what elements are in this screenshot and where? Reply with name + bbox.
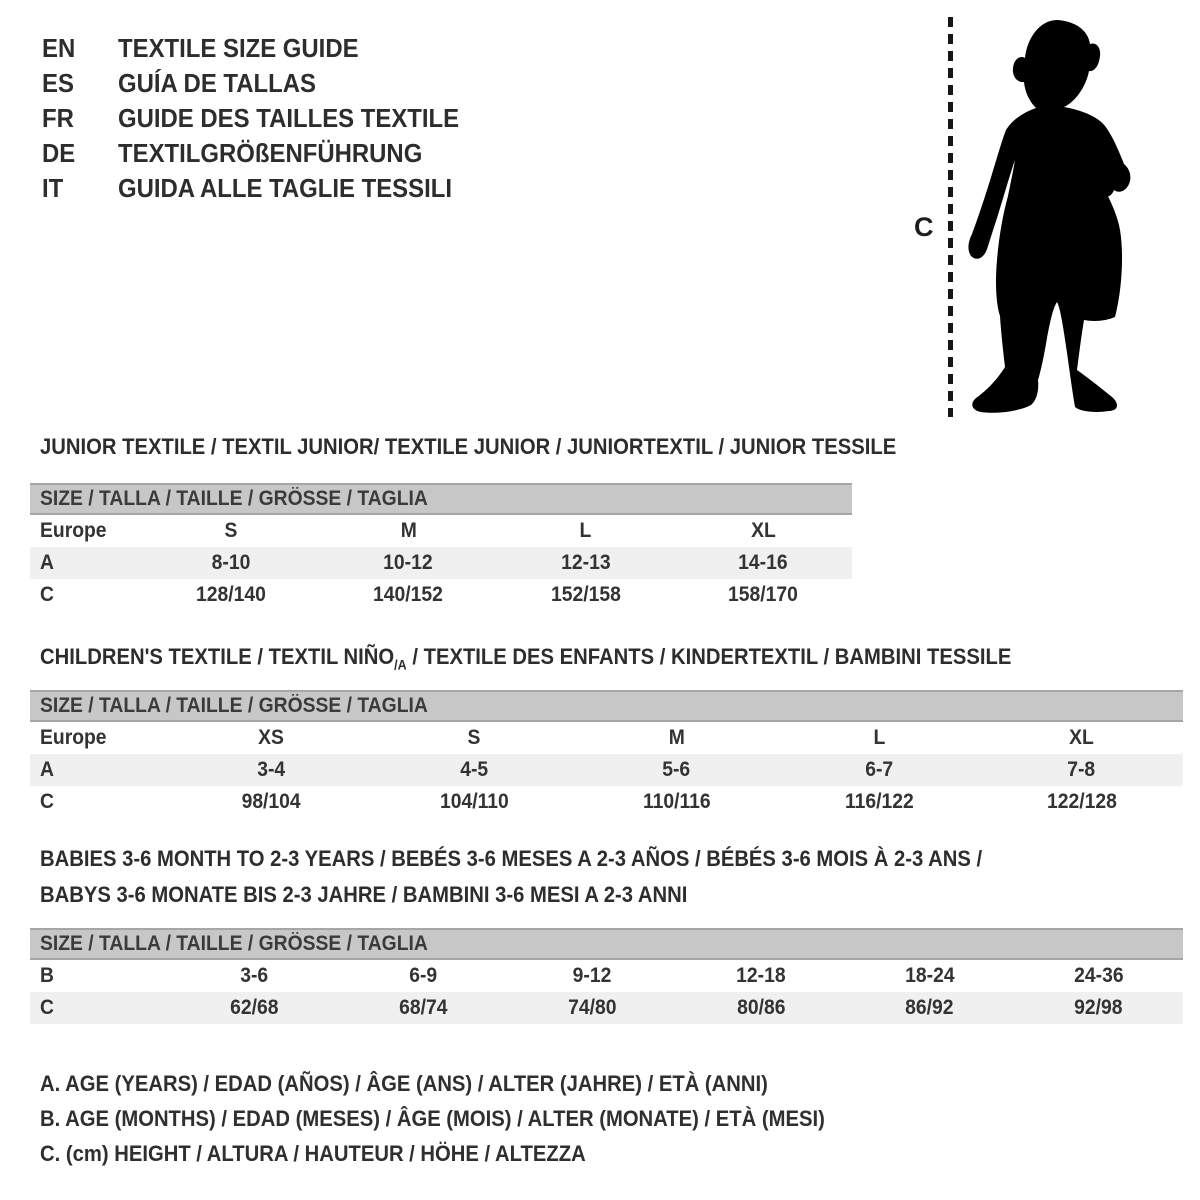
- size-cell: 14-16: [738, 551, 788, 574]
- row-label: B: [40, 964, 54, 987]
- junior-size-table: [30, 483, 852, 611]
- size-cell: 140/152: [373, 583, 444, 606]
- table-row: [30, 992, 1183, 1024]
- size-cell: 104/110: [439, 790, 509, 813]
- table-row: [30, 515, 852, 547]
- size-cell: 80/86: [736, 996, 786, 1019]
- size-cell: XL: [750, 519, 776, 542]
- table-row: [30, 547, 852, 579]
- row-label: C: [40, 583, 54, 606]
- guide-title: TEXTILGRÖßENFÜHRUNG: [118, 138, 423, 168]
- table-header: [30, 928, 1183, 960]
- list-item: [42, 66, 489, 101]
- size-cell: S: [467, 726, 481, 749]
- size-cell: 24-36: [1073, 964, 1124, 987]
- guide-title: GUÍA DE TALLAS: [118, 68, 317, 98]
- legend-text: C. (cm) HEIGHT / ALTURA / HAUTEUR / HÖHE / ALTEZZA: [40, 1141, 586, 1166]
- list-item: [42, 101, 489, 136]
- size-cell: 6-7: [865, 758, 894, 781]
- guide-title: TEXTILE SIZE GUIDE: [118, 33, 359, 63]
- table-row: [30, 786, 1183, 818]
- table-header: [30, 483, 852, 515]
- size-cell: 152/158: [550, 583, 621, 606]
- size-cell: 116/122: [844, 790, 914, 813]
- row-label: Europe: [40, 519, 107, 542]
- toddler-silhouette: [962, 14, 1140, 416]
- size-cell: 6-9: [409, 964, 438, 987]
- size-cell: 158/170: [728, 583, 799, 606]
- table-row: [30, 754, 1183, 786]
- size-cell: S: [224, 519, 238, 542]
- language-code: EN: [42, 33, 76, 63]
- size-cell: M: [400, 519, 417, 542]
- size-cell: 18-24: [905, 964, 955, 987]
- section-title-text: [40, 644, 1011, 672]
- section-title-text: JUNIOR TEXTILE / TEXTIL JUNIOR/ TEXTILE JUNIOR / JUNIORTEXTIL / JUNIOR TESSILE: [40, 434, 897, 459]
- size-cell: 3-6: [240, 964, 269, 987]
- size-cell: 92/98: [1074, 996, 1123, 1019]
- children-title-pre: CHILDREN'S TEXTILE / TEXTIL NIÑO: [40, 644, 395, 669]
- legend-line-a: [40, 1071, 831, 1097]
- legend-line-b: [40, 1106, 893, 1132]
- babies-size-table: [30, 928, 1183, 1024]
- guide-title: GUIDE DES TAILLES TEXTILE: [118, 103, 460, 133]
- size-cell: 110/116: [642, 790, 711, 813]
- size-cell: XL: [1069, 726, 1095, 749]
- size-cell: 74/80: [567, 996, 617, 1019]
- table-header-text: SIZE / TALLA / TAILLE / GRÖSSE / TAGLIA: [40, 487, 428, 510]
- section-title-children: [40, 644, 1096, 672]
- children-size-table: [30, 690, 1183, 818]
- size-cell: 8-10: [211, 551, 251, 574]
- section-title-text: BABIES 3-6 MONTH TO 2-3 YEARS / BEBÉS 3-6 MESES A 2-3 AÑOS / BÉBÉS 3-6 MOIS À 2-3 ANS /: [40, 846, 983, 871]
- size-cell: 62/68: [230, 996, 279, 1019]
- size-cell: 4-5: [459, 758, 488, 781]
- row-label: C: [40, 996, 54, 1019]
- size-cell: 12-13: [561, 551, 611, 574]
- language-title-list: [42, 31, 489, 206]
- guide-title: GUIDA ALLE TAGLIE TESSILI: [118, 173, 453, 203]
- size-cell: 86/92: [905, 996, 954, 1019]
- table-header: [30, 690, 1183, 722]
- legend-text: B. AGE (MONTHS) / EDAD (MESES) / ÂGE (MOIS) / ALTER (MONATE) / ETÀ (MESI): [40, 1106, 825, 1131]
- row-label: Europe: [40, 726, 107, 749]
- size-cell: 7-8: [1067, 758, 1096, 781]
- size-cell: 122/128: [1046, 790, 1117, 813]
- language-code: DE: [42, 138, 76, 168]
- row-label: A: [40, 758, 54, 781]
- size-cell: M: [668, 726, 685, 749]
- table-row: [30, 579, 852, 611]
- list-item: [42, 31, 489, 66]
- height-measure-dashed-line: [948, 17, 953, 417]
- section-title-babies-line1: [40, 846, 1064, 872]
- table-row: [30, 960, 1183, 992]
- size-cell: 128/140: [195, 583, 266, 606]
- list-item: [42, 171, 489, 206]
- size-cell: 9-12: [572, 964, 612, 987]
- size-cell: L: [579, 519, 592, 542]
- row-label: C: [40, 790, 54, 813]
- language-code: ES: [42, 68, 74, 98]
- row-label: A: [40, 551, 54, 574]
- section-title-text: BABYS 3-6 MONATE BIS 2-3 JAHRE / BAMBINI 3-6 MESI A 2-3 ANNI: [40, 882, 688, 907]
- size-cell: 3-4: [257, 758, 286, 781]
- size-cell: 68/74: [399, 996, 448, 1019]
- list-item: [42, 136, 489, 171]
- size-cell: 10-12: [383, 551, 433, 574]
- language-code: FR: [42, 103, 74, 133]
- children-title-post: / TEXTILE DES ENFANTS / KINDERTEXTIL / BAMBINI TESSILE: [406, 644, 1012, 669]
- size-cell: 12-18: [736, 964, 786, 987]
- children-title-sub: /A: [394, 657, 407, 673]
- table-header-text: SIZE / TALLA / TAILLE / GRÖSSE / TAGLIA: [40, 694, 428, 717]
- legend-text: A. AGE (YEARS) / EDAD (AÑOS) / ÂGE (ANS) / ALTER (JAHRE) / ETÀ (ANNI): [40, 1071, 768, 1096]
- size-cell: 98/104: [241, 790, 301, 813]
- size-cell: 5-6: [662, 758, 691, 781]
- section-title-junior: [40, 434, 971, 460]
- figure-height-label: C: [914, 212, 934, 242]
- legend-line-c: [40, 1141, 633, 1167]
- size-cell: L: [873, 726, 885, 749]
- table-row: [30, 722, 1183, 754]
- size-cell: XS: [258, 726, 285, 749]
- section-title-babies-line2: [40, 882, 744, 908]
- language-code: IT: [42, 173, 64, 203]
- table-header-text: SIZE / TALLA / TAILLE / GRÖSSE / TAGLIA: [40, 932, 428, 955]
